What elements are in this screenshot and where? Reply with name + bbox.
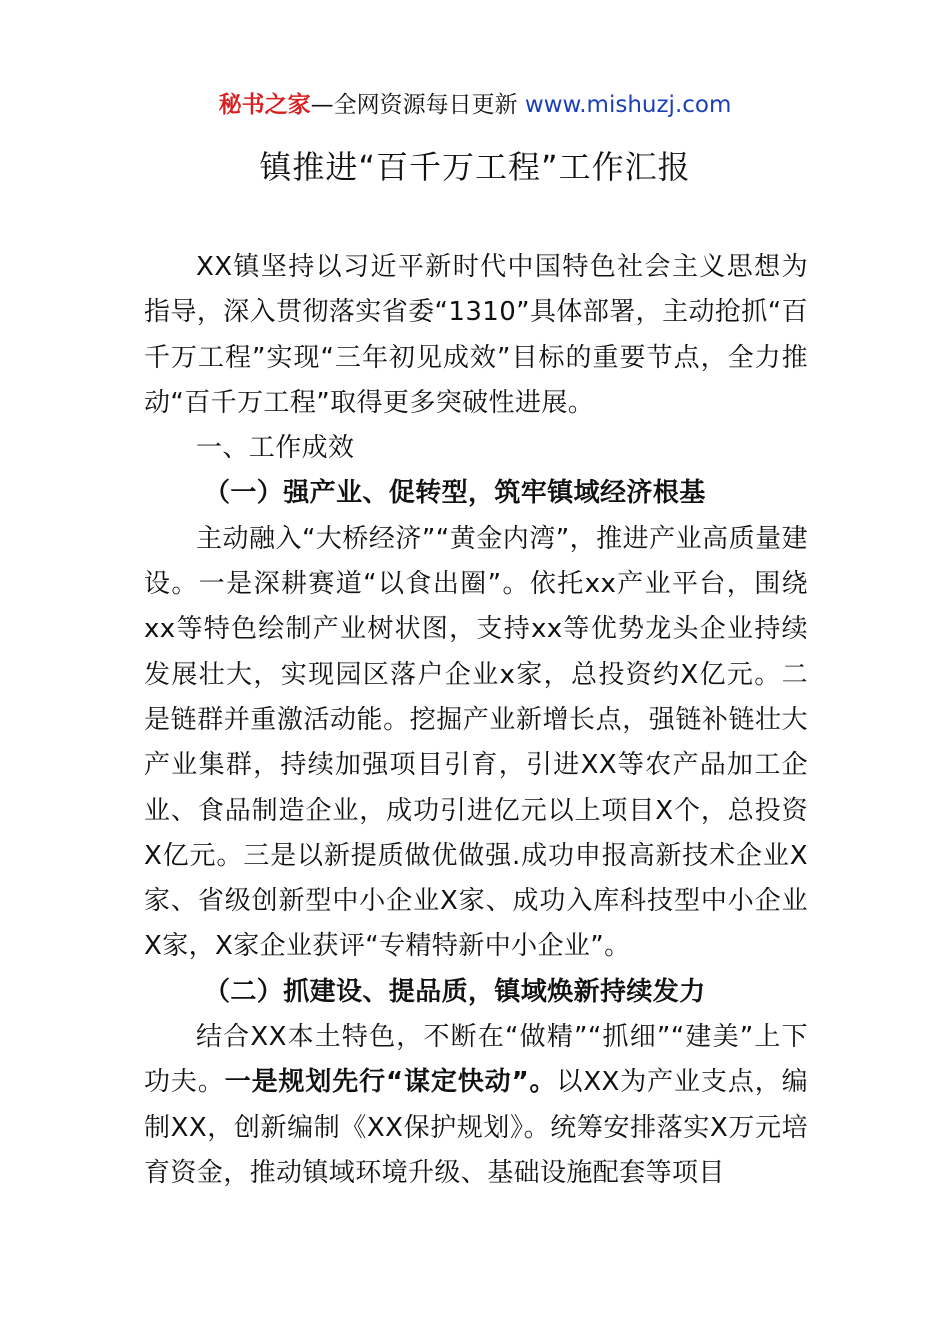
header-tagline: —全网资源每日更新 — [310, 92, 525, 118]
document-body — [144, 245, 808, 1196]
subsection-heading-2: （二）抓建设、提品质，镇域焕新持续发力 — [204, 976, 706, 1007]
paragraph-2-text-b: 以XX为产业支点，编制XX，创新编制《XX保护规划》。统筹安排落实X万元培育资金，推动镇域环境升级、基础设施配套等项目 — [144, 1067, 809, 1188]
brand-name: 秘书之家 — [218, 92, 311, 118]
subsection-paragraph-1: 主动融入“大桥经济”“黄金内湾”，推进产业高质量建设。一是深耕赛道“以食出圈”。依托xx产业平台，围绕xx等特色绘制产业树状图，支持xx等优势龙头企业持续发展壮大，实现园区落户企业x家，总投资约X亿元。二是链群并重激活动能。挖掘产业新增长点，强链补链壮大产业集群，持续加强项目引育，引进XX等农产品加工企业、食品制造企业，成功引进亿元以上项目X个，总投资X亿元。三是以新提质做优做强.成功申报高新技术企业X家、省级创新型中小企业X家、成功入库科技型中小企业X家，X家企业获评“专精特新中小企业”。 — [144, 523, 808, 962]
intro-paragraph: XX镇坚持以习近平新时代中国特色社会主义思想为指导，深入贯彻落实省委“1310”具体部署，主动抢抓“百千万工程”实现“三年初见成效”目标的重要节点，全力推动“百千万工程”取得更多突破性进展。 — [144, 252, 808, 418]
document-title: 镇推进“百千万工程”工作汇报 — [259, 148, 691, 186]
site-link[interactable]: www.mishuzj.com — [524, 92, 732, 118]
subsection-paragraph-2 — [144, 1015, 808, 1196]
watermark-header — [0, 88, 950, 122]
paragraph-2-text-a: 结合XX本土特色，不断在“做精”“抓细”“建美”上下功夫。 — [144, 1022, 808, 1098]
paragraph-2-bold-text: 一是规划先行“谋定快动”。 — [224, 1067, 557, 1098]
subsection-heading-1: （一）强产业、促转型，筑牢镇域经济根基 — [204, 478, 706, 509]
section-heading: 一、工作成效 — [196, 433, 355, 464]
